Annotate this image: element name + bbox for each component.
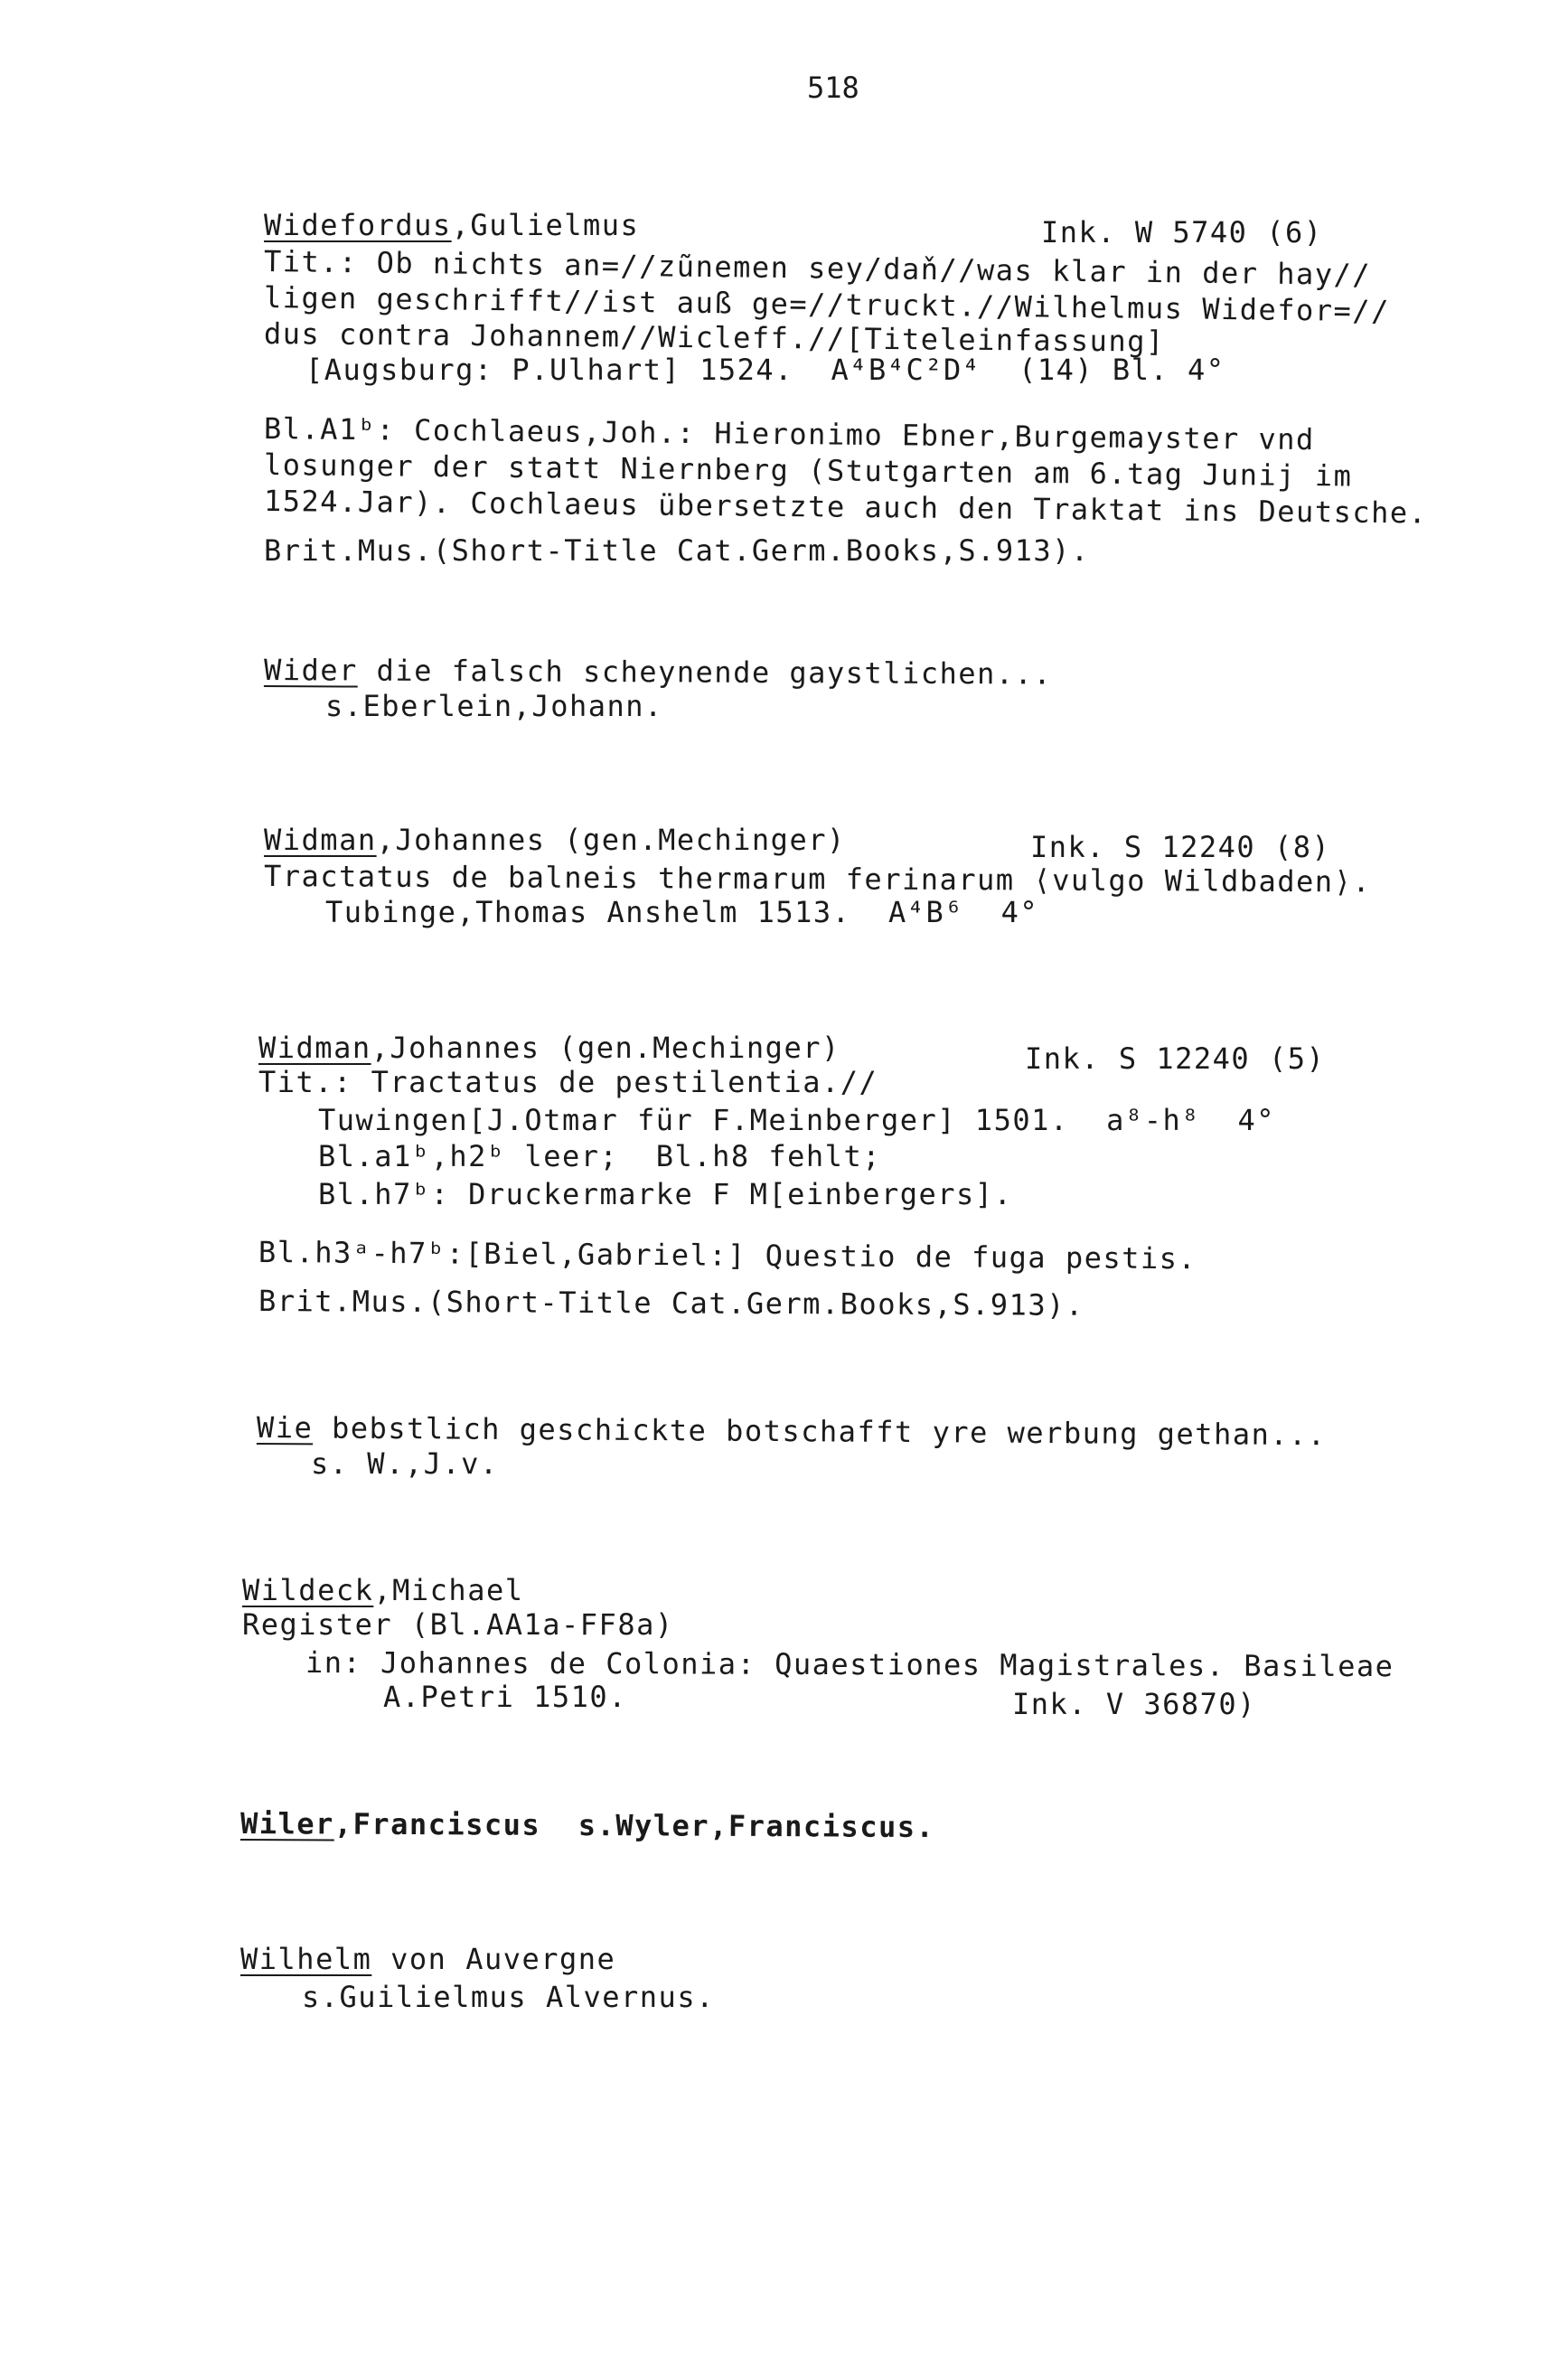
entry-line: 1524.Jar). Cochlaeus übersetzte auch den Traktat ins Deutsche. — [263, 484, 1428, 531]
entry-line: Tractatus de balneis thermarum ferinarum ⟨vulgo Wildbaden⟩. — [263, 859, 1372, 899]
entry-line: losunger der statt Niernberg (Stutgarten am 6.tag Junij im — [263, 447, 1353, 494]
entry-line: Bl.a1ᵇ,h2ᵇ leer; Bl.h8 fehlt; — [318, 1139, 881, 1173]
entry-heading-rest: ,Franciscus s.Wyler,Franciscus. — [333, 1806, 935, 1845]
entry-line: Tubinge,Thomas Anshelm 1513. A⁴B⁶ 4° — [325, 895, 1039, 929]
entry-line: A.Petri 1510. — [383, 1680, 627, 1714]
entry-heading: Wiler — [239, 1806, 334, 1841]
entry-line: dus contra Johannem//Wicleff.//[Titeleinfassung] — [263, 316, 1165, 359]
entry-heading: Wie — [256, 1410, 314, 1446]
entry-heading: Wider — [263, 653, 358, 688]
entry-line: ligen geschrifft//ist auß ge=//truckt.//Wilhelmus Widefor=// — [263, 280, 1391, 329]
entry-heading-line — [242, 1573, 523, 1607]
entry-line: in: Johannes de Colonia: Quaestiones Magistrales. Basileae — [305, 1645, 1394, 1684]
entry-heading: Widefordus — [264, 208, 452, 242]
entry-heading-rest: ,Michael — [373, 1573, 524, 1607]
entry-line: Tit.: Ob nichts an=//zũnemen sey/daň//was klar in der hay// — [263, 244, 1372, 292]
entry-heading-rest: ,Johannes (gen.Mechinger) — [371, 1031, 840, 1065]
entry-heading-line — [240, 1806, 935, 1844]
entry-line: Tuwingen[J.Otmar für F.Meinberger] 1501. a⁸-h⁸ 4° — [318, 1103, 1276, 1137]
entry-heading-rest: von Auvergne — [371, 1942, 616, 1976]
entry-heading-line — [264, 823, 846, 857]
ink-number: Ink. W 5740 (6) — [1041, 215, 1323, 250]
entry-heading-rest: die falsch scheynende gaystlichen... — [357, 653, 1053, 692]
page-number: 518 — [807, 71, 859, 105]
entry-heading: Wilhelm — [240, 1942, 372, 1976]
entry-heading-line — [264, 653, 1052, 692]
entry-line: [Augsburg: P.Ulhart] 1524. A⁴B⁴C²D⁴ (14) Bl. 4° — [305, 353, 1225, 387]
entry-heading-rest: ,Gulielmus — [451, 208, 640, 242]
entry-line: s.Eberlein,Johann. — [325, 689, 663, 723]
entry-line: Tit.: Tractatus de pestilentia.// — [258, 1065, 878, 1099]
entry-heading: Widman — [258, 1031, 371, 1065]
ink-number: Ink. V 36870) — [1012, 1687, 1256, 1721]
entry-heading-line — [264, 208, 639, 242]
entry-line: s. W.,J.v. — [311, 1446, 499, 1481]
entry-heading-rest: bebstlich geschickte botschafft yre werbung gethan... — [313, 1410, 1327, 1453]
entry-line: s.Guilielmus Alvernus. — [302, 1980, 715, 2014]
entry-line: Bl.h7ᵇ: Druckermarke F M[einbergers]. — [318, 1177, 1013, 1211]
entry-heading: Wildeck — [242, 1573, 374, 1607]
entry-heading-rest: ,Johannes (gen.Mechinger) — [376, 823, 846, 857]
ink-number: Ink. S 12240 (5) — [1025, 1041, 1326, 1076]
ink-number: Ink. S 12240 (8) — [1030, 830, 1331, 864]
entry-line: Brit.Mus.(Short-Title Cat.Germ.Books,S.913). — [264, 533, 1090, 568]
entry-heading: Widman — [264, 823, 377, 857]
entry-line: Register (Bl.AA1a-FF8a) — [242, 1607, 674, 1642]
entry-line: Bl.A1ᵇ: Cochlaeus,Joh.: Hieronimo Ebner,Burgemayster vnd — [263, 411, 1316, 457]
entry-heading-line — [240, 1942, 615, 1976]
entry-heading-line — [258, 1031, 840, 1065]
entry-line: Bl.h3ᵃ-h7ᵇ:[Biel,Gabriel:] Questio de fuga pestis. — [258, 1235, 1197, 1276]
entry-line: Brit.Mus.(Short-Title Cat.Germ.Books,S.913). — [258, 1284, 1084, 1323]
